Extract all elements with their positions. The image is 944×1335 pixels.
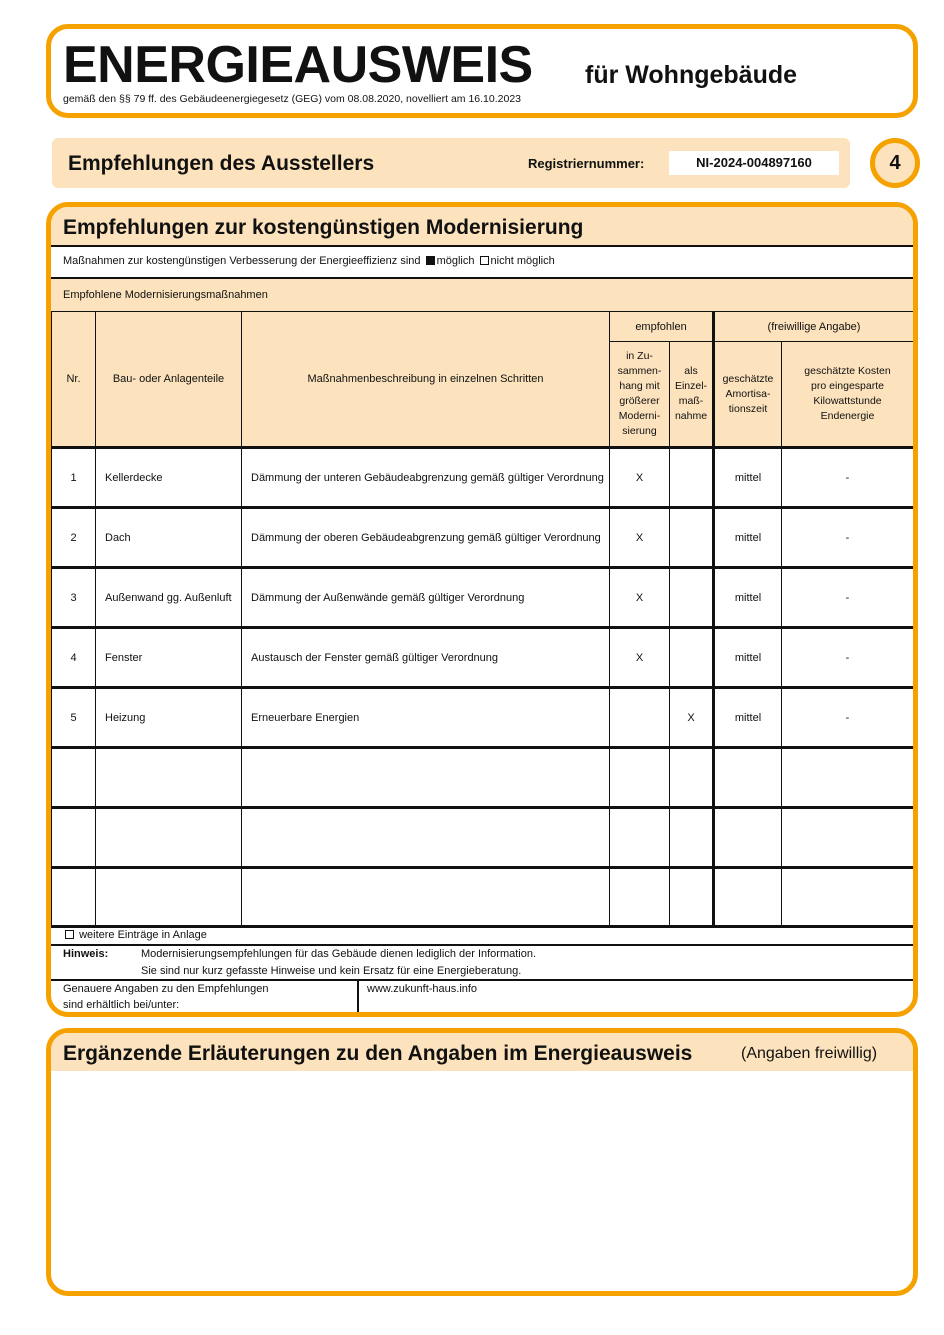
cell-part: Heizung [96,688,242,748]
cell-part [96,808,242,868]
cell-combined: X [610,628,670,688]
page-number-badge: 4 [870,138,920,188]
not-possible-checkbox[interactable] [480,256,489,265]
cell-amortization: mittel [714,628,782,688]
cell-costs: - [782,508,914,568]
cell-combined [610,748,670,808]
cell-costs: - [782,568,914,628]
cell-nr: 4 [52,628,96,688]
cell-description [242,748,610,808]
cell-single [670,748,714,808]
section-bar [52,138,850,188]
cell-description [242,868,610,927]
cell-description [242,808,610,868]
col-part: Bau- oder Anlagenteile [96,312,242,448]
table-row [52,868,914,927]
col-recommended: empfohlen [610,312,714,342]
cell-part: Dach [96,508,242,568]
col-costs: geschätzte Kosten pro eingesparte Kilowattstunde Endenergie [782,342,914,448]
cell-single [670,448,714,508]
cell-description: Dämmung der unteren Gebäudeabgrenzung gemäß gültiger Verordnung [242,448,610,508]
cell-nr [52,868,96,927]
cell-combined: X [610,448,670,508]
cell-part: Fenster [96,628,242,688]
cell-combined: X [610,508,670,568]
cell-part [96,868,242,927]
measures-statement: Maßnahmen zur kostengünstigen Verbesserung der Energieeffizienz sind möglich nicht möglich [63,255,555,267]
modernization-header [51,207,913,245]
registration-label: Registriernummer: [528,156,645,171]
cell-nr: 1 [52,448,96,508]
supplementary-note: (Angaben freiwillig) [741,1045,878,1062]
modernization-title: Empfehlungen zur kostengünstigen Modernisierung [63,216,584,239]
cell-nr [52,748,96,808]
col-amortization: geschätzte Amortisa- tionszeit [714,342,782,448]
modernization-section [46,202,918,1017]
table-row [52,508,914,568]
cell-description: Erneuerbare Energien [242,688,610,748]
cell-part: Kellerdecke [96,448,242,508]
cell-amortization: mittel [714,688,782,748]
details-divider [357,979,359,1017]
bar-title: Empfehlungen des Ausstellers [68,152,375,175]
table-row [52,448,914,508]
hint-label: Hinweis: [63,948,109,960]
cell-single: X [670,688,714,748]
cell-nr: 5 [52,688,96,748]
cell-nr [52,808,96,868]
cell-part [96,748,242,808]
col-voluntary: (freiwillige Angabe) [714,312,914,342]
legal-reference: gemäß den §§ 79 ff. des Gebäudeenergiegesetz (GEG) vom 08.08.2020, novelliert am 16.10.2023 [63,93,522,105]
cell-amortization [714,748,782,808]
col-nr: Nr. [52,312,96,448]
cell-combined [610,868,670,927]
further-entries-checkbox[interactable] [65,930,74,939]
cell-single [670,508,714,568]
cell-costs: - [782,628,914,688]
cell-amortization: mittel [714,508,782,568]
further-entries: weitere Einträge in Anlage [63,929,207,941]
details-label-2: sind erhältlich bei/unter: [63,999,180,1011]
table-row [52,808,914,868]
cell-description: Dämmung der Außenwände gemäß gültiger Verordnung [242,568,610,628]
cell-combined [610,688,670,748]
cell-single [670,808,714,868]
table-row [52,628,914,688]
supplementary-section [46,1028,918,1296]
col-combined: in Zu- sammen- hang mit größerer Moderni- sierung [610,342,670,448]
cell-amortization [714,808,782,868]
cell-nr: 2 [52,508,96,568]
cell-costs [782,868,914,927]
cell-nr: 3 [52,568,96,628]
supplementary-header [51,1033,913,1071]
hint-text-1: Modernisierungsempfehlungen für das Gebäude dienen lediglich der Information. [141,948,537,960]
hint-text-2: Sie sind nur kurz gefasste Hinweise und kein Ersatz für eine Energieberatung. [141,965,522,977]
cell-description: Austausch der Fenster gemäß gültiger Verordnung [242,628,610,688]
cell-combined: X [610,568,670,628]
possible-checkbox[interactable] [426,256,435,265]
cell-part: Außenwand gg. Außenluft [96,568,242,628]
table-row [52,748,914,808]
table-row [52,568,914,628]
col-single: als Einzel- maß- nahme [670,342,714,448]
document-title: ENERGIEAUSWEIS [63,36,533,94]
document-subtitle: für Wohngebäude [585,61,798,89]
col-description: Maßnahmenbeschreibung in einzelnen Schritten [242,312,610,448]
supplementary-title: Ergänzende Erläuterungen zu den Angaben im Energieausweis [63,1042,693,1065]
recommended-measures-header: Empfohlene Modernisierungsmaßnahmen [51,279,913,311]
cell-single [670,868,714,927]
cell-costs [782,808,914,868]
details-url[interactable]: www.zukunft-haus.info [367,983,478,995]
cell-costs [782,748,914,808]
cell-description: Dämmung der oberen Gebäudeabgrenzung gemäß gültiger Verordnung [242,508,610,568]
cell-single [670,628,714,688]
cell-amortization: mittel [714,448,782,508]
cell-amortization: mittel [714,568,782,628]
cell-combined [610,808,670,868]
cell-costs: - [782,688,914,748]
measures-table [51,311,914,927]
cell-single [670,568,714,628]
header-frame [46,24,918,118]
details-label-1: Genauere Angaben zu den Empfehlungen [63,983,269,995]
cell-amortization [714,868,782,927]
registration-number: NI-2024-004897160 [669,151,839,175]
table-row [52,688,914,748]
cell-costs: - [782,448,914,508]
